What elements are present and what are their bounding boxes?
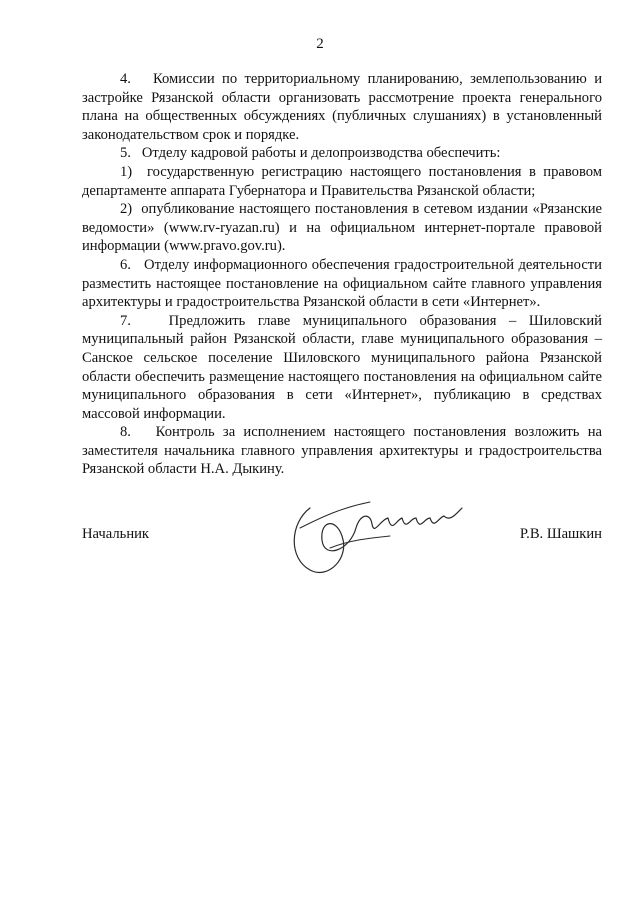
signer-position: Начальник bbox=[82, 526, 150, 542]
document-body bbox=[82, 70, 602, 479]
paragraph-item-4: 4. Комиссии по территориальному планированию, землепользованию и застройке Рязанской области организовать рассмотрение проекта генерального плана на общественных обсуждениях (публичных слушаниях) в установленный законодательством срок и порядке. bbox=[82, 71, 602, 143]
paragraph-item-7: 7. Предложить главе муниципального образования – Шиловский муниципальный район Рязанской области, главе муниципального образования – Санское сельское поселение Шиловского муниципального района Рязанской области обеспечить размещение настоящего постановления на официальном сайте муниципального образования в сети «Интернет», публикацию в средствах массовой информации. bbox=[82, 312, 602, 422]
page-number: 2 bbox=[316, 36, 324, 52]
paragraph-subitem-1: 1) государственную регистрацию настоящего постановления в правовом департаменте аппарата Губернатора и Правительства Рязанской области; bbox=[82, 163, 602, 199]
paragraph-item-6: 6. Отделу информационного обеспечения градостроительной деятельности разместить настоящее постановление на официальном сайте главного управления архитектуры и градостроительства Рязанской области в сети «Интернет». bbox=[82, 256, 602, 311]
signer-name: Р.В. Шашкин bbox=[519, 526, 602, 542]
paragraph-item-8: 8. Контроль за исполнением настоящего постановления возложить на заместителя начальника главного управления архитектуры и градостроительства Рязанской области Н.А. Дыкину. bbox=[82, 424, 602, 478]
paragraph-item-5: 5. Отделу кадровой работы и делопроизводства обеспечить: bbox=[120, 145, 501, 162]
signature-block bbox=[82, 526, 602, 548]
paragraph-subitem-2: 2) опубликование настоящего постановления в сетевом издании «Рязанские ведомости» (www.rv-ryazan.ru) и на официальном интернет-портале правовой информации (www.pravo.gov.ru). bbox=[82, 201, 602, 255]
